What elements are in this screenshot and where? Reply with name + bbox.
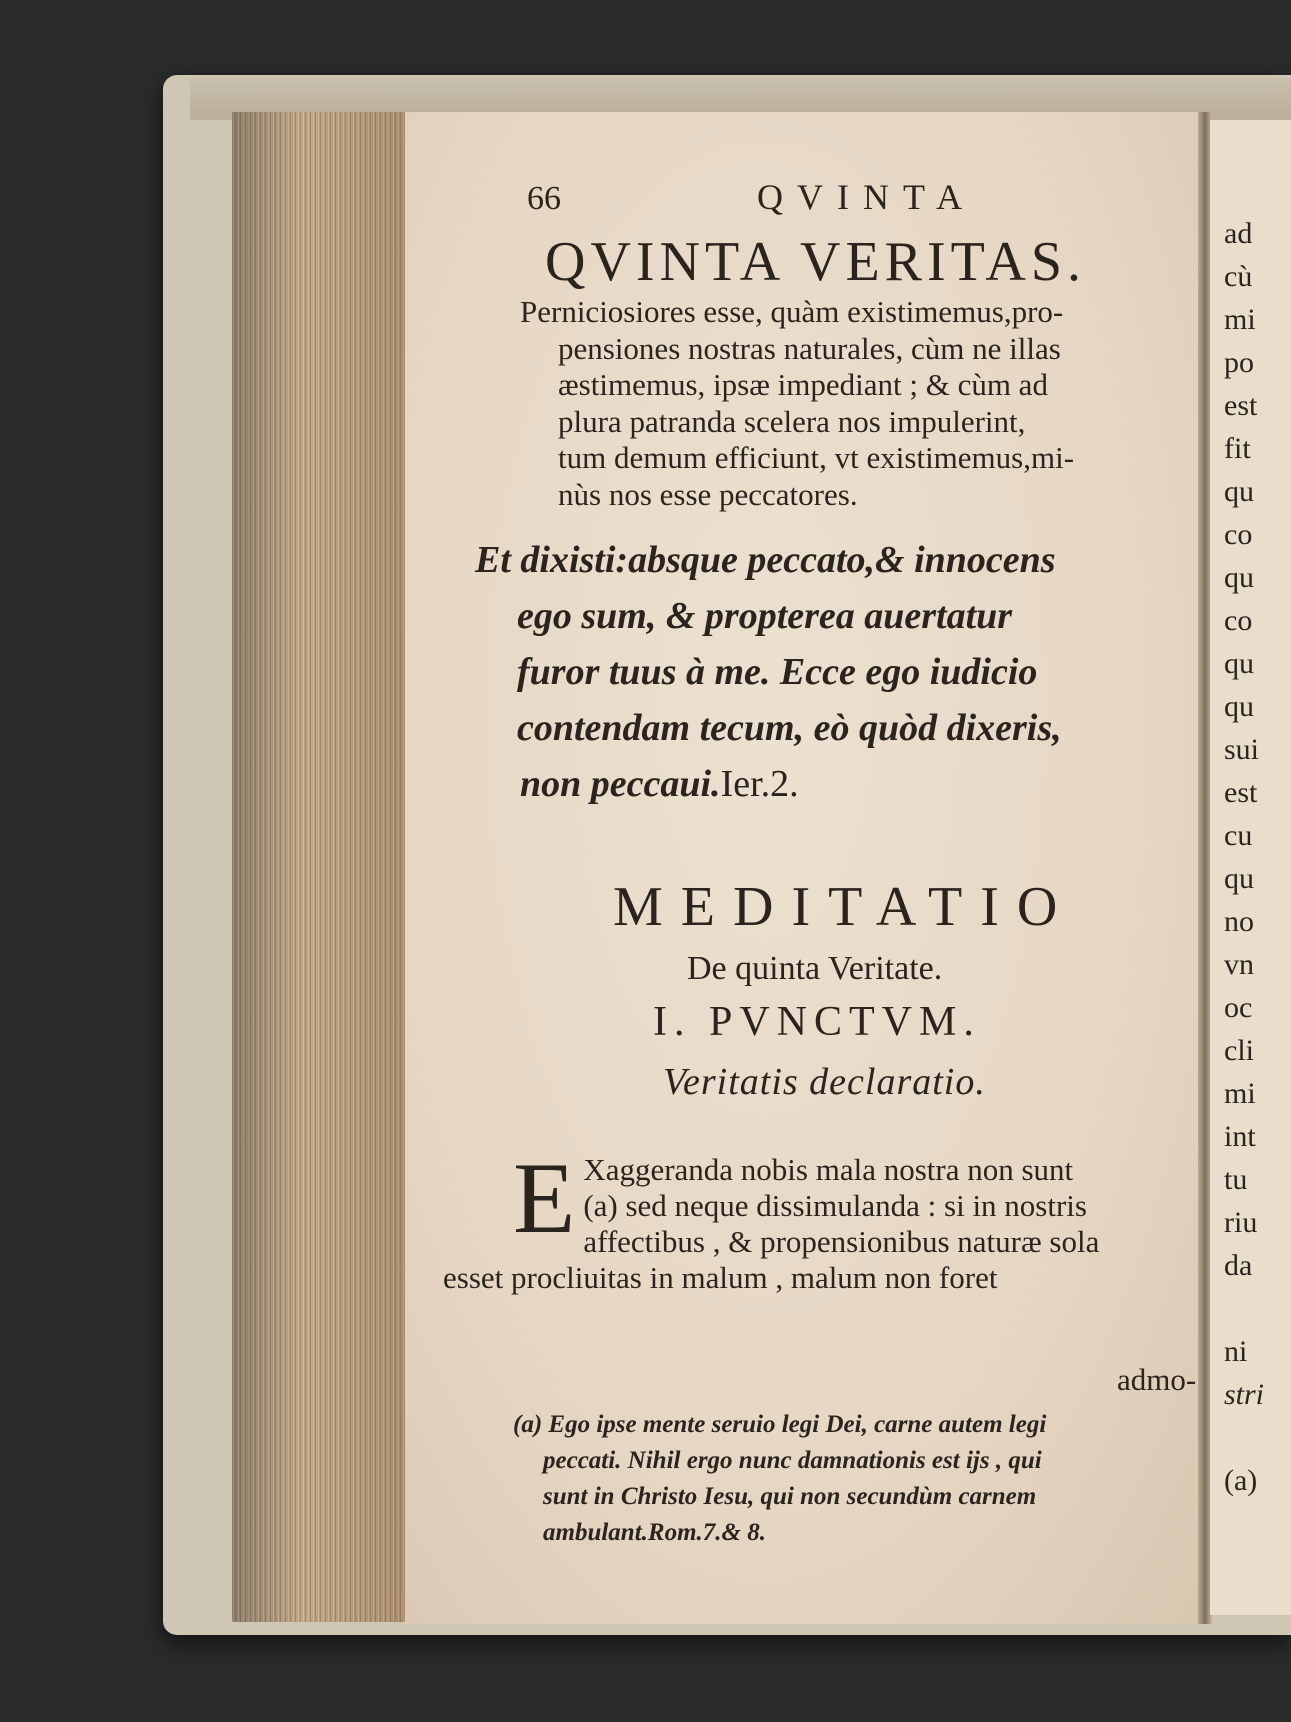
section-heading: MEDITATIO [613, 876, 1076, 938]
drop-cap: E [513, 1142, 576, 1255]
facing-line: no [1224, 905, 1254, 938]
facing-line: est [1224, 389, 1258, 422]
page-number: 66 [527, 180, 561, 217]
section-subheading: De quinta Veritate. [687, 950, 943, 987]
proposition-line: æstimemus, ipsæ impediant ; & cùm ad [558, 367, 1048, 402]
facing-line: qu [1224, 475, 1254, 508]
scripture-line: non peccaui. [520, 763, 721, 805]
facing-line: oc [1224, 991, 1253, 1024]
facing-line: qu [1224, 561, 1254, 594]
scripture-line: furor tuus à me. Ecce ego iudicio [517, 651, 1038, 693]
facing-line: ad [1224, 217, 1253, 250]
scripture-line: ego sum, & propterea auertatur [517, 595, 1013, 637]
page-title: QVINTA VERITAS. [545, 231, 1086, 293]
footnote-line: sunt in Christo Iesu, qui non secundùm carnem [543, 1483, 1037, 1510]
facing-line: co [1224, 604, 1253, 637]
body-line: esset procliuitas in malum , malum non foret [443, 1260, 998, 1295]
facing-line: vn [1224, 948, 1254, 981]
body-line: affectibus , & propensionibus naturæ sola [583, 1224, 1100, 1259]
facing-line: qu [1224, 862, 1254, 895]
facing-line: (a) [1224, 1464, 1258, 1497]
facing-line: int [1224, 1120, 1256, 1153]
facing-line: mi [1224, 1077, 1256, 1110]
scripture-line: Et dixisti:absque peccato,& innocens [475, 539, 1056, 581]
facing-line: sui [1224, 733, 1260, 766]
proposition-line: plura patranda scelera nos impulerint, [558, 403, 1026, 439]
facing-line [1224, 1416, 1264, 1459]
facing-line: riu [1224, 1206, 1258, 1239]
proposition-line: nùs nos esse peccatores. [558, 476, 858, 512]
footnote-line: (a) Ego ipse mente seruio legi Dei, carne autem legi [513, 1411, 1047, 1438]
body-line: Xaggeranda nobis mala nostra non sunt [583, 1152, 1074, 1187]
scripture-reference: Ier.2. [720, 763, 799, 805]
facing-page-text [1224, 212, 1264, 1502]
proposition-line: Perniciosiores esse, quàm existimemus,pro- [520, 294, 1064, 329]
proposition-line: tum demum efficiunt, vt existimemus,mi- [558, 440, 1075, 475]
facing-line: cu [1224, 819, 1253, 852]
facing-line: qu [1224, 647, 1254, 680]
footnote-line: ambulant.Rom.7.& 8. [543, 1519, 766, 1546]
scripture-line: contendam tecum, eò quòd dixeris, [517, 707, 1062, 749]
proposition-text [520, 294, 1205, 513]
facing-line: mi [1224, 303, 1256, 336]
page-edges [232, 112, 408, 1622]
facing-line: fit [1224, 432, 1251, 465]
book-page-left [405, 112, 1205, 1624]
running-head: QVINTA [757, 177, 977, 217]
footnote [513, 1407, 1205, 1551]
facing-line [1224, 1287, 1264, 1330]
body-paragraph [443, 1142, 1205, 1296]
proposition-line: pensiones nostras naturales, cùm ne illas [558, 330, 1061, 366]
footnote-line: peccati. Nihil ergo nunc damnationis est ijs , qui [543, 1447, 1042, 1474]
punctum-heading: I. PVNCTVM. [653, 999, 981, 1045]
facing-line: qu [1224, 690, 1254, 723]
facing-line: co [1224, 518, 1253, 551]
facing-line: tu [1224, 1163, 1248, 1196]
catchword: admo- [1117, 1362, 1197, 1397]
facing-line: cù [1224, 260, 1253, 293]
facing-line: da [1224, 1249, 1253, 1282]
facing-line: est [1224, 776, 1258, 809]
punctum-subheading: Veritatis declaratio. [663, 1061, 986, 1103]
facing-line: cli [1224, 1034, 1254, 1067]
scripture-last-line [520, 756, 799, 812]
facing-line: ni [1224, 1335, 1248, 1368]
facing-line: stri [1224, 1378, 1265, 1411]
facing-line: po [1224, 346, 1254, 379]
body-line: (a) sed neque dissimulanda : si in nostris [583, 1188, 1087, 1223]
book-page-right-fragment [1210, 120, 1291, 1615]
